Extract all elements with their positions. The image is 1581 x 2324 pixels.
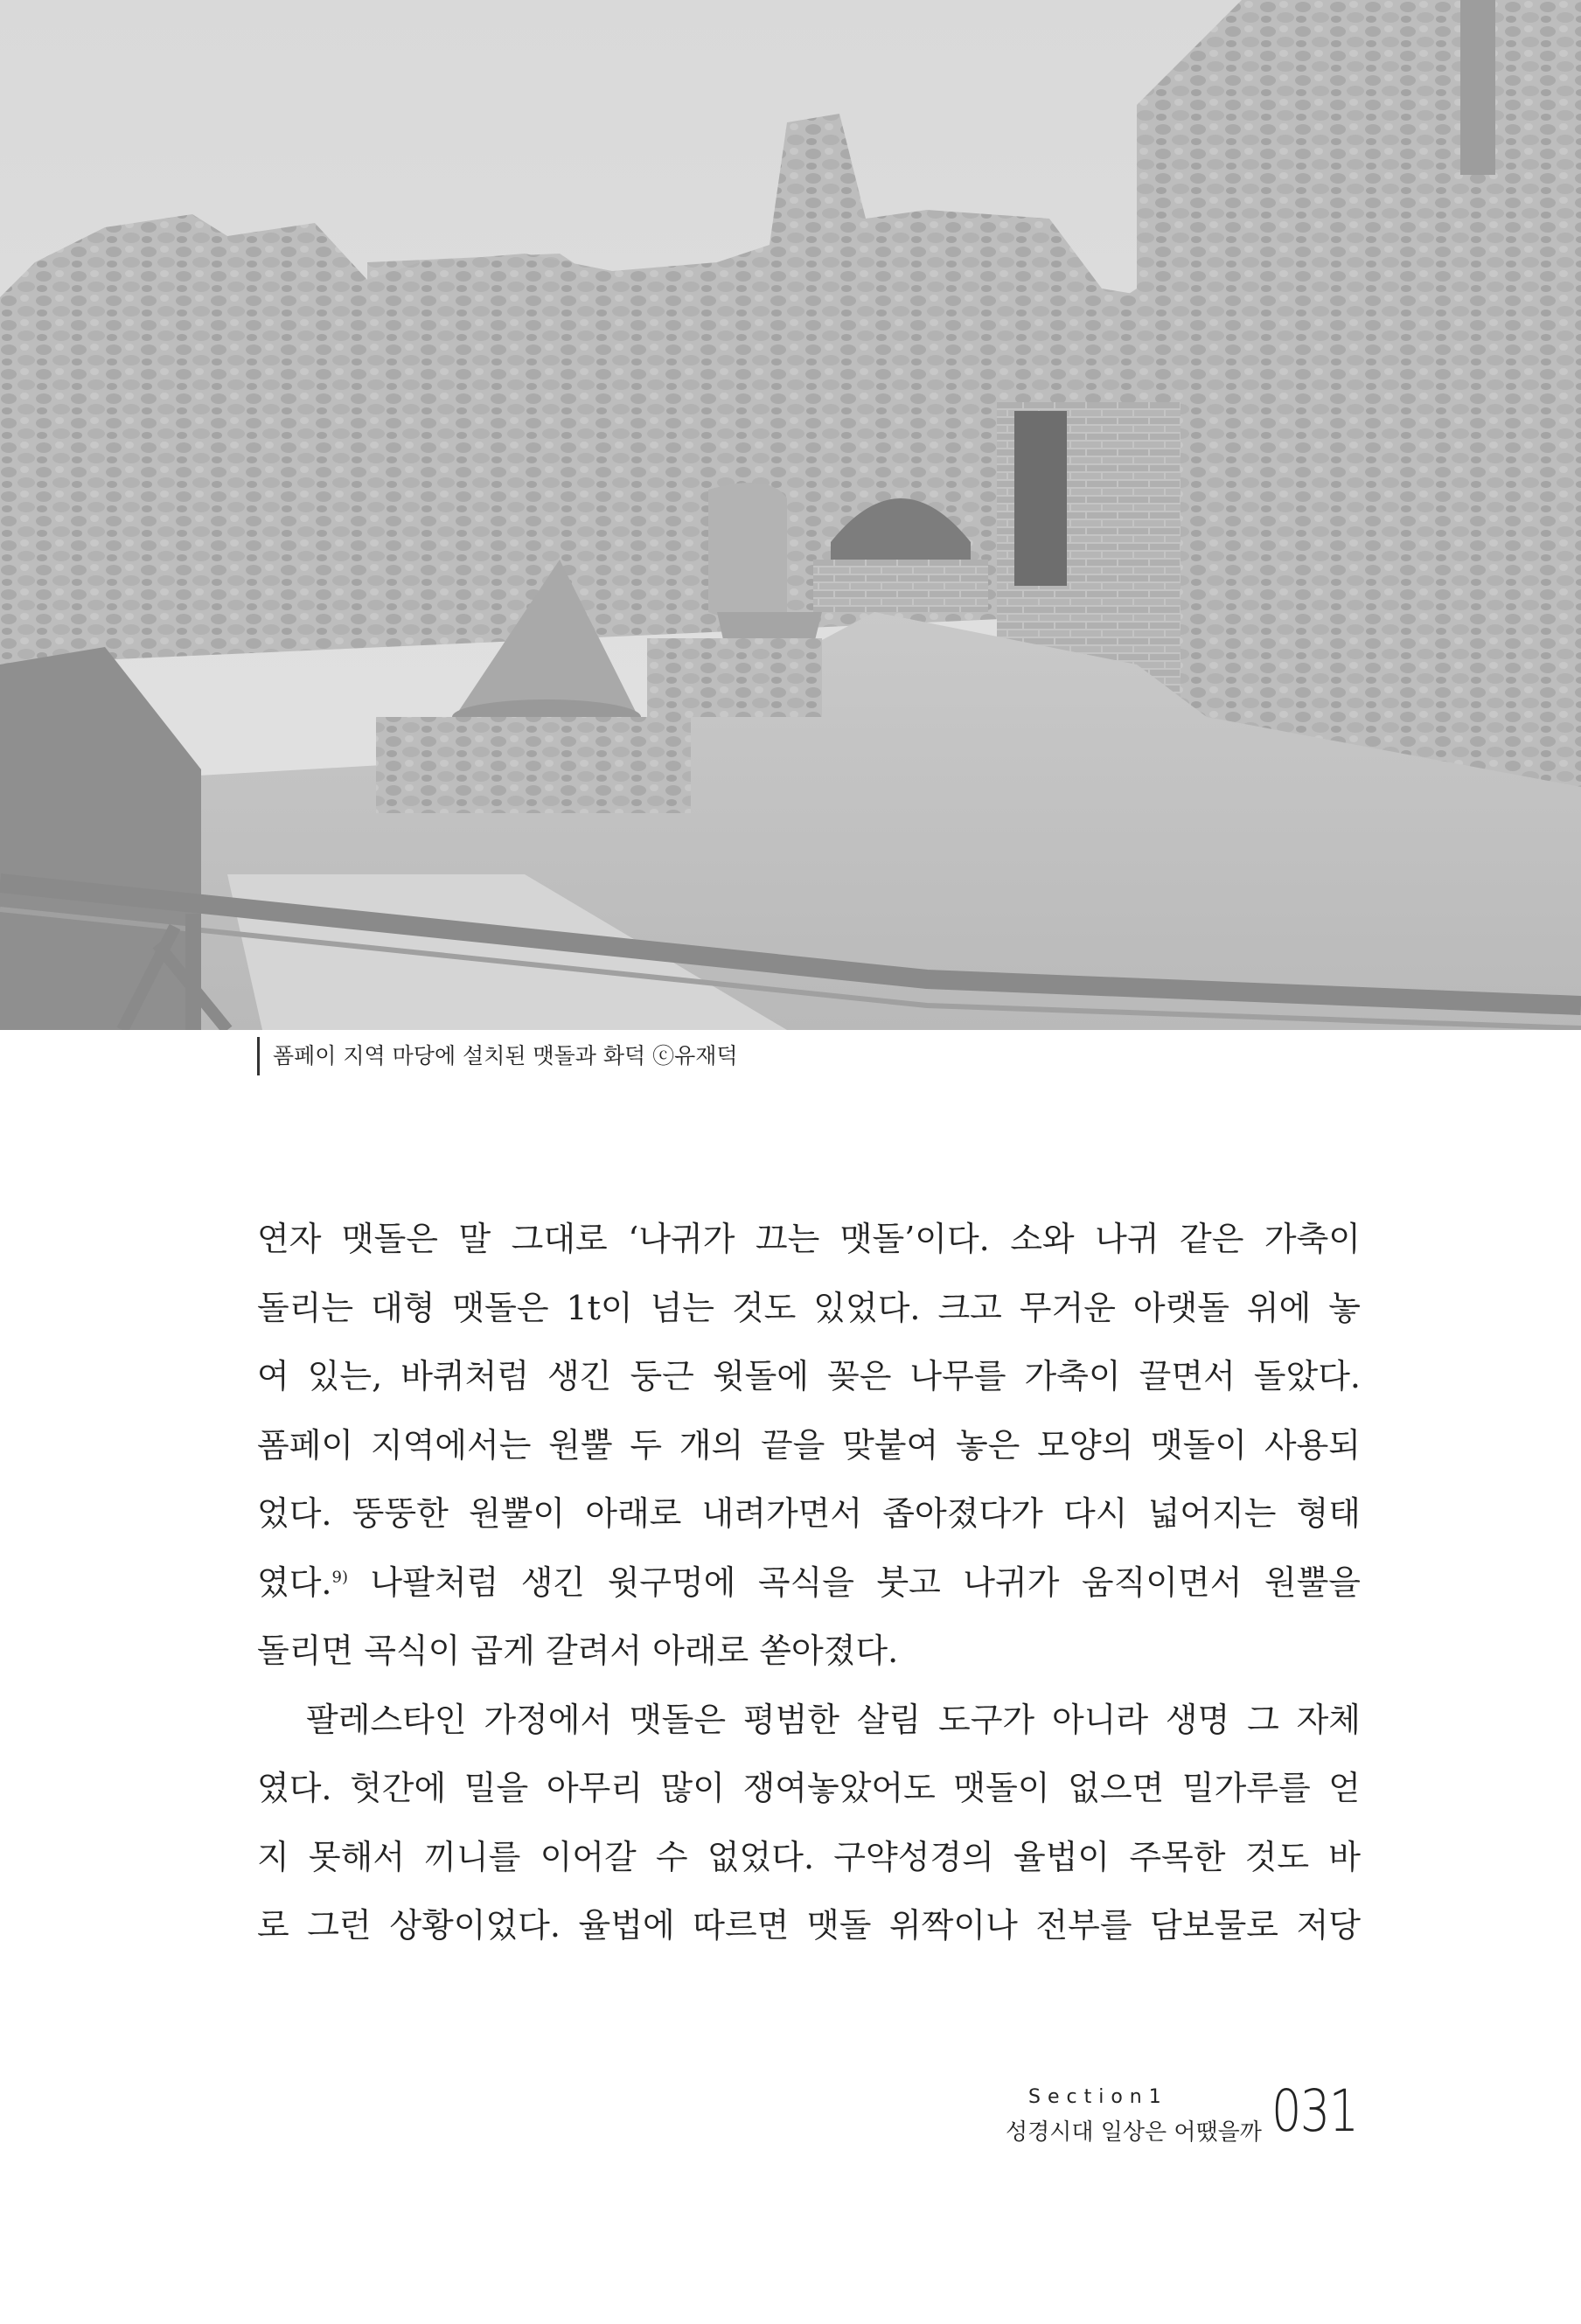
text-line: 돌리는 대형 맷돌은 1t이 넘는 것도 있었다. 크고 무거운 아랫돌 위에 놓 <box>257 1288 1361 1327</box>
text-line: 돌리면 곡식이 곱게 갈려서 아래로 쏟아졌다. <box>257 1632 899 1670</box>
footer-section-label: Section1 <box>1028 2086 1168 2108</box>
paragraph-1 <box>257 1205 1361 1686</box>
text-fragment: 나팔처럼 생긴 윗구멍에 곡식을 붓고 나귀가 움직이면서 원뿔을 <box>347 1562 1361 1602</box>
text-line: 었다. 뚱뚱한 원뿔이 아래로 내려가면서 좁아졌다가 다시 넓어지는 형태 <box>257 1494 1361 1533</box>
text-line-with-footnote <box>257 1548 1361 1618</box>
page-number: 031 <box>1271 2077 1358 2145</box>
text-fragment: 였다. <box>257 1562 332 1602</box>
pompeii-ruins-photo <box>0 0 1581 1030</box>
text-line: 지 못해서 끼니를 이어갈 수 없었다. 구약성경의 율법이 주목한 것도 바 <box>257 1837 1361 1876</box>
body-text <box>257 1205 1361 1960</box>
text-line: 연자 맷돌은 말 그대로 ‘나귀가 끄는 맷돌’이다. 소와 나귀 같은 가축이 <box>257 1220 1361 1258</box>
footer-chapter-title: 성경시대 일상은 어땠을까 <box>1006 2119 1262 2146</box>
text-line: 팔레스타인 가정에서 맷돌은 평범한 살림 도구가 아니라 생명 그 자체 <box>306 1700 1361 1739</box>
photo-caption: 폼페이 지역 마당에 설치된 맷돌과 화덕 ⓒ유재덕 <box>273 1043 738 1068</box>
footnote-marker: 9) <box>331 1567 348 1586</box>
photo-illustration <box>0 0 1581 1030</box>
text-line: 폼페이 지역에서는 원뿔 두 개의 끝을 맞붙여 놓은 모양의 맷돌이 사용되 <box>257 1425 1361 1465</box>
caption-marker <box>257 1037 260 1075</box>
text-line: 였다. 헛간에 밀을 아무리 많이 쟁여놓았어도 맷돌이 없으면 밀가루를 얻 <box>257 1769 1361 1807</box>
text-line: 여 있는, 바퀴처럼 생긴 둥근 윗돌에 꽂은 나무를 가축이 끌면서 돌았다. <box>257 1357 1361 1395</box>
text-line: 로 그런 상황이었다. 율법에 따르면 맷돌 위짝이나 전부를 담보물로 저당 <box>257 1906 1361 1945</box>
paragraph-2 <box>257 1686 1361 1960</box>
